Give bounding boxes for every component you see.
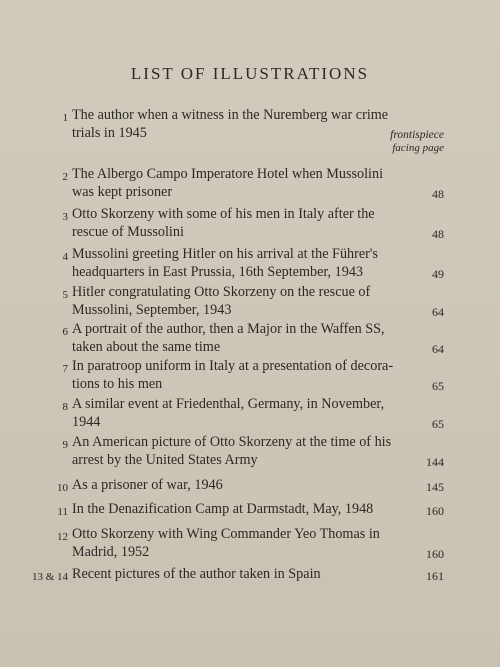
- caption-line: The author when a witness in the Nuremberg war crime: [72, 107, 389, 123]
- caption-line: Otto Skorzeny with Wing Commander Yeo Thomas in: [72, 526, 380, 542]
- page-reference: 64: [432, 305, 444, 319]
- caption-line: trials in 1945: [72, 125, 147, 141]
- entry-caption: [72, 106, 412, 142]
- entry-number: 11: [57, 506, 68, 518]
- page-title: LIST OF ILLUSTRATIONS: [130, 64, 370, 83]
- entry-caption: [72, 500, 412, 518]
- caption-line: Otto Skorzeny with some of his men in Italy after the: [72, 206, 375, 222]
- page-reference: 48: [432, 227, 444, 241]
- caption-line: was kept prisoner: [72, 184, 173, 200]
- entry-caption: [72, 476, 412, 494]
- caption-line: arrest by the United States Army: [72, 452, 258, 468]
- page-reference: 160: [426, 504, 444, 518]
- caption-line: In the Denazification Camp at Darmstadt, May, 1948: [72, 501, 374, 517]
- entry-number: 6: [62, 326, 68, 338]
- page-reference: 65: [432, 417, 444, 431]
- entry-number: 12: [57, 531, 68, 543]
- entry-caption: [72, 357, 412, 393]
- page-reference: 48: [432, 187, 444, 201]
- entry-caption: [72, 395, 412, 431]
- page-reference: 64: [432, 342, 444, 356]
- caption-line: As a prisoner of war, 1946: [72, 477, 223, 493]
- caption-line: 1944: [72, 414, 101, 430]
- entry-caption: [72, 320, 412, 356]
- entry-caption: [72, 525, 412, 561]
- entry-number: 5: [62, 289, 68, 301]
- entry-number: 3: [62, 211, 68, 223]
- entry-caption: [72, 283, 412, 319]
- caption-line: The Albergo Campo Imperatore Hotel when Mussolini: [72, 166, 384, 182]
- page-reference: 145: [426, 480, 444, 494]
- entry-caption: [72, 245, 412, 281]
- entry-caption: [72, 565, 412, 583]
- page-reference: 65: [432, 379, 444, 393]
- page-reference: 144: [426, 455, 444, 469]
- entry-number: 9: [62, 439, 68, 451]
- caption-line: headquarters in East Prussia, 16th September, 1943: [72, 264, 364, 280]
- entry-caption: [72, 165, 412, 201]
- caption-line: Mussolini greeting Hitler on his arrival at the Führer's: [72, 246, 378, 262]
- caption-line: Madrid, 1952: [72, 544, 150, 560]
- caption-line: taken about the same time: [72, 339, 221, 355]
- caption-line: rescue of Mussolini: [72, 224, 184, 240]
- page-reference: 160: [426, 547, 444, 561]
- caption-line: A portrait of the author, then a Major in the Waffen SS,: [72, 321, 385, 337]
- entry-number: 8: [62, 401, 68, 413]
- caption-line: Recent pictures of the author taken in Spain: [72, 566, 321, 582]
- caption-line: Mussolini, September, 1943: [72, 302, 232, 318]
- page-reference: 49: [432, 267, 444, 281]
- page-reference: 161: [426, 569, 444, 583]
- entry-number: 4: [62, 251, 68, 263]
- entry-number: 10: [57, 482, 68, 494]
- caption-line: Hitler congratulating Otto Skorzeny on the rescue of: [72, 284, 371, 300]
- caption-line: A similar event at Friedenthal, Germany, in November,: [72, 396, 385, 412]
- page-reference: frontispiece: [390, 129, 444, 141]
- entry-number: 1: [62, 112, 68, 124]
- entry-number: 2: [62, 171, 68, 183]
- caption-line: An American picture of Otto Skorzeny at the time of his: [72, 434, 392, 450]
- caption-line: tions to his men: [72, 376, 163, 392]
- entry-caption: [72, 205, 412, 241]
- caption-line: In paratroop uniform in Italy at a presentation of decora-: [72, 358, 394, 374]
- entry-number: 13 & 14: [31, 571, 68, 583]
- facing-page-label: facing page: [392, 142, 444, 154]
- entry-number: 7: [62, 363, 68, 375]
- entry-caption: [72, 433, 412, 469]
